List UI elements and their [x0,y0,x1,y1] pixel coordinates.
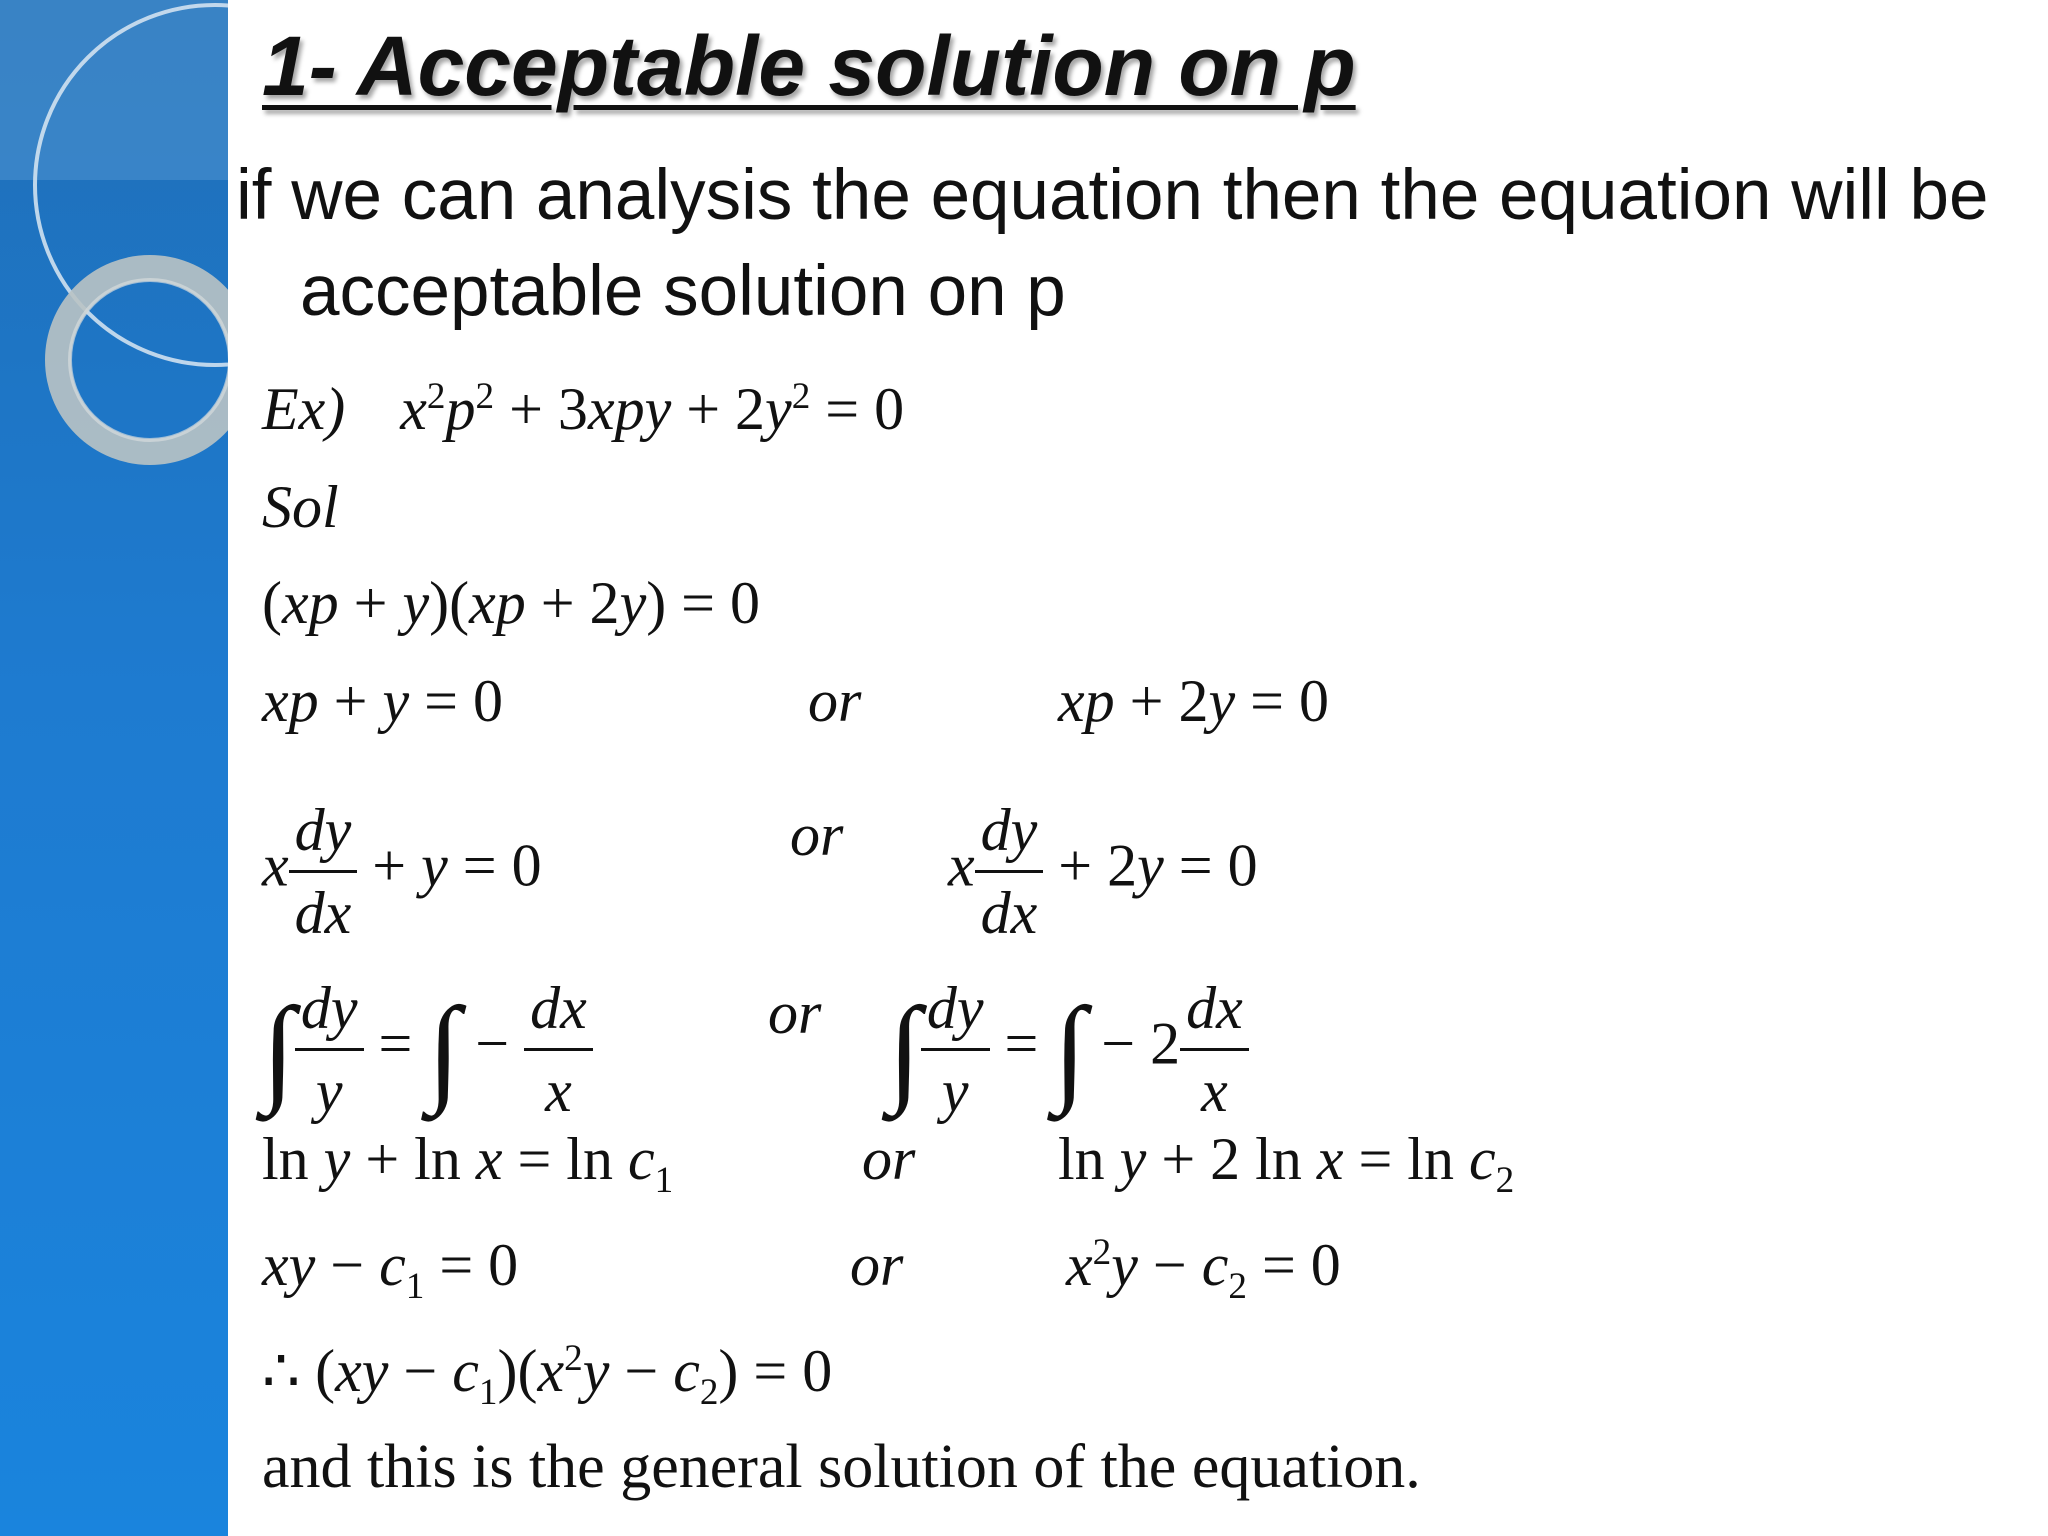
step-3-left: ∫ $\frac{dy}{y}$ = ∫ − $\frac{dx}{x}$ [262,978,593,1048]
step-1-left: xp + y = 0 [262,668,503,734]
step-5-right: $x^2y - c_2 = 0$ [1066,1232,1341,1307]
step-5-left: xy − $c_1 = 0$ [262,1232,519,1307]
step-2-left: x $\frac{dy}{dx}$ + y = 0 [262,797,542,946]
or-word: or [850,1232,904,1298]
or-word: or [790,802,844,868]
intro-text: if we can analysis the equation then the equation will be acceptable solution on p [236,156,1989,331]
or-word: or [862,1126,916,1192]
decorative-rings [0,0,228,1536]
example-line [262,374,904,444]
step-4-right: ln y + 2 $\ln x = \ln c_2$ [1058,1126,1515,1201]
therefore-equation: ∴ $(xy - c_1)(x^2y - c_2) = 0$ [262,1338,833,1413]
factored-equation: (xp + y)(xp + 2y) = 0 [262,570,761,636]
step-2-right: x $\frac{dy}{dx}$ + 2y = 0 [948,797,1258,946]
conclusion-text: and this is the general solution of the equation. [262,1433,1421,1501]
decorative-sidebar [0,0,228,1536]
sol-label-line [262,472,339,542]
slide-title: 1- Acceptable solution on p [262,19,1356,113]
example-equation: $x^2p^2 + 3xpy + 2y^2 = 0$ [400,376,905,442]
sol-label: Sol [262,474,339,540]
step-4-left: $\ln y + \ln x = \ln c_1$ [262,1126,674,1201]
example-label: Ex) [262,376,346,442]
or-word: or [808,668,862,734]
step-3-right: ∫ $\frac{dy}{y}$ = ∫ − 2 $\frac{dx}{x}$ [888,978,1249,1048]
step-1-right: xp + 2y = 0 [1058,668,1329,734]
or-word: or [768,980,822,1046]
